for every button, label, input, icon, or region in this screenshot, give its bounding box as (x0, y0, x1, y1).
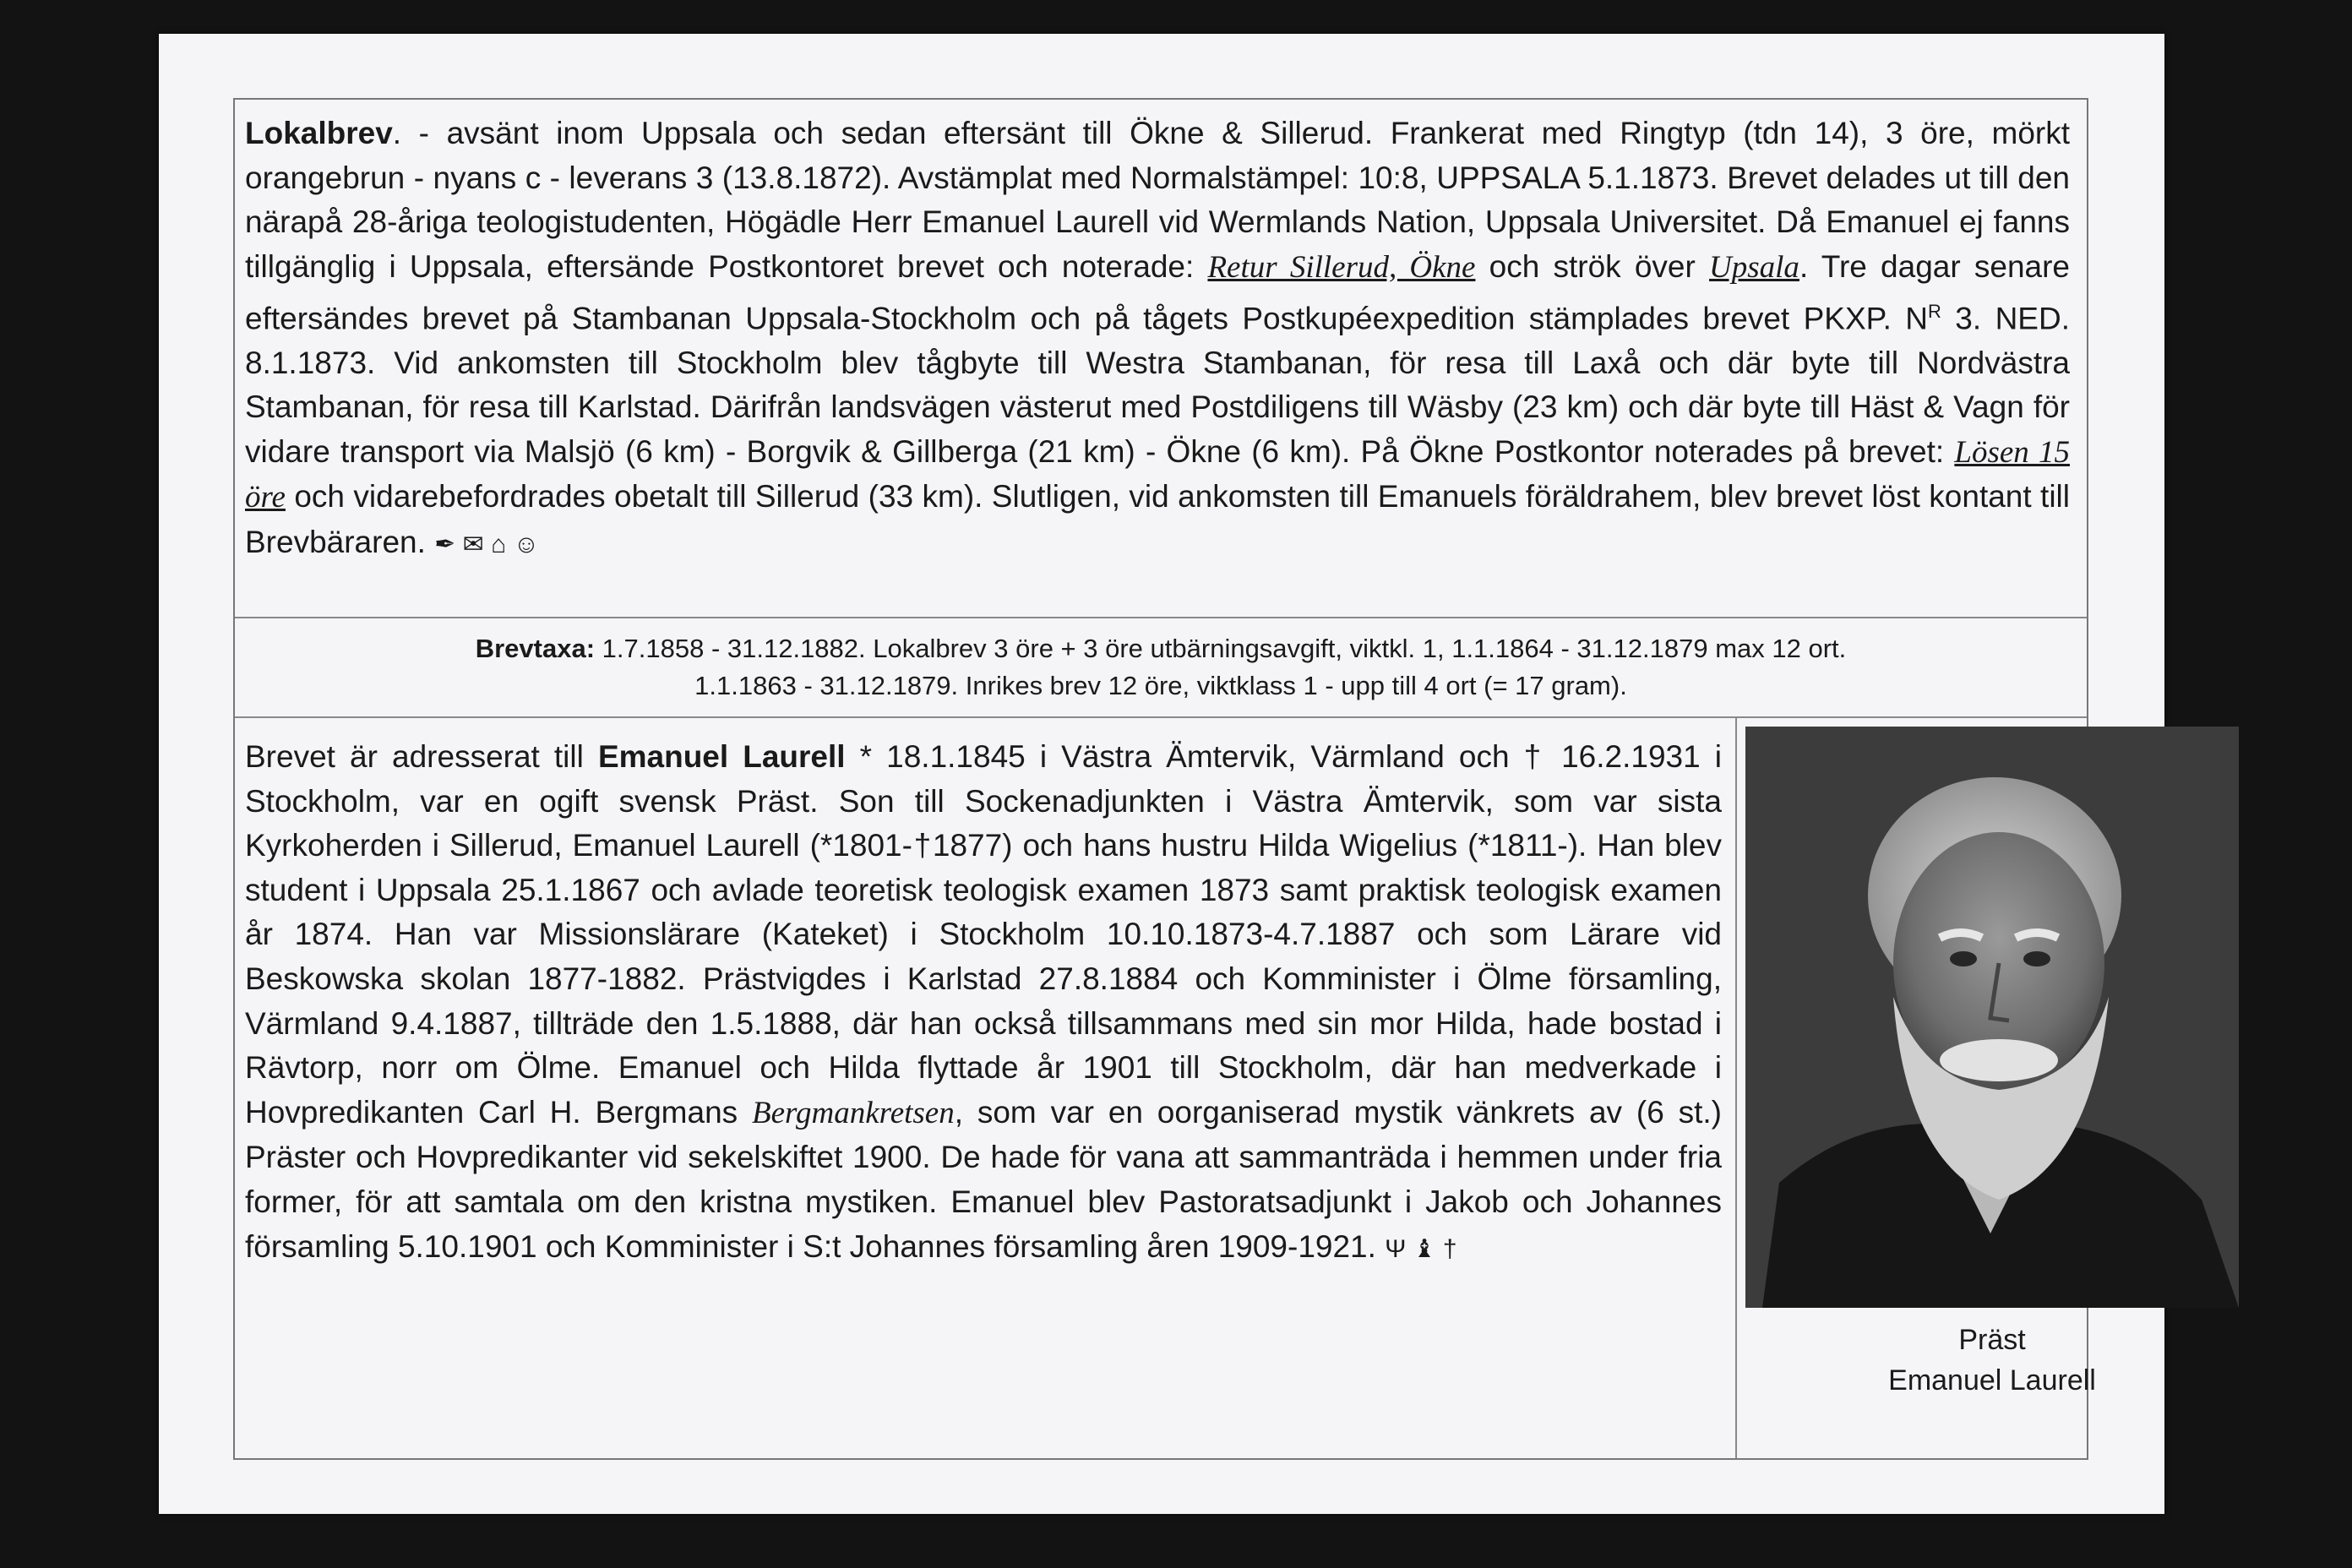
postal-note-upsala: Upsala (1709, 249, 1799, 285)
rate-line-1 (235, 630, 2087, 667)
biography-text (235, 718, 1737, 1458)
portrait-caption (1745, 1320, 2239, 1401)
caption-name: Emanuel Laurell (1888, 1364, 2096, 1396)
bio-text: Brevet är adresserat till (245, 739, 598, 774)
description-text: 3. NED. 8.1.1873. Vid ankomsten till Stockholm blev tågbyte till Westra Stambanan, för resa till Laxå och där byte till Nordvästra Stambanan, för resa till Karlstad. Därifrån landsvägen västerut med Postdiligens till Wäsby (23 km) och där byte till Häst & Vagn för vidare transport via Malsjö (6 km) - Borgvik & Gillberga (21 km) - Ökne (6 km). På Ökne Postkontor noterades på brevet: (245, 301, 2070, 469)
circle-name: Bergmankretsen (751, 1095, 955, 1130)
info-card (159, 34, 2164, 1514)
clergy-symbols: Ψ ♝ † (1385, 1234, 1457, 1263)
rate-label: Brevtaxa: (475, 634, 596, 663)
description-text: . - avsänt inom Uppsala och sedan eftersänt till Ökne & Sillerud. Frankerat med Ringtyp (tdn 14), 3 öre, mörkt orangebrun - nyans c - leverans 3 (13.8.1872). Avstämplat med Normalstämpel: 10:8, UPPSALA 5.1.1873. Brevet delades ut till den närapå 28-åriga teologistudenten, Högädle Herr Emanuel Laurell vid Wermlands Nation, Uppsala Universitet. Då Emanuel ej fanns tillgänglig i Uppsala, eftersände Postkontoret brevet och noterade: (245, 116, 2070, 284)
description-text: och vidarebefordrades obetalt till Sillerud (33 km). Slutligen, vid ankomsten till Emanuels föräldrahem, blev brevet löst kontant till Brevbäraren. (245, 479, 2070, 559)
description-text: . Tre dagar senare eftersändes brevet på Stambanan Uppsala-Stockholm och på tågets Postkupéexpedition stämplades brevet PKXP. N (245, 248, 2071, 336)
portrait-photo (1745, 727, 2239, 1308)
bio-text: * 18.1.1845 i Västra Ämtervik, Värmland och † 16.2.1931 i Stockholm, var en ogift svensk Präst. Son till Sockenadjunkten i Västra Ämtervik, som var sista Kyrkoherden i Sillerud, Emanuel Laurell (*1801-†1877) och hans hustru Hilda Wigelius (*1811-). Han blev student i Uppsala 25.1.1867 och avlade teoretisk teologisk examen 1873 samt praktisk teologisk examen år 1874. Han var Missionslärare (Kateket) i Stockholm 10.10.1873-4.7.1887 och som Lärare vid Beskowska skolan 1877-1882. Prästvigdes i Karlstad 27.8.1884 och Komminister i Ölme församling, Värmland 9.4.1887, tillträde den 1.5.1888, där han också tillsammans med sin mor Hilda, hade bostad i Rävtorp, norr om Ölme. Emanuel och Hilda flyttade år 1901 till Stockholm, där han medverkade i Hovpredikanten Carl H. Bergmans (245, 739, 1722, 1130)
rate-text-1: 1.7.1858 - 31.12.1882. Lokalbrev 3 öre + 3 öre utbärningsavgift, viktkl. 1, 1.1.1864 - 31.12.1879 max 12 ort. (595, 634, 1847, 663)
letter-description (235, 100, 2087, 618)
bio-text: , som var en oorganiserad mystik vänkrets av (6 st.) Präster och Hovpredikanter vid sekelskiftet 1900. De hade för vana att sammanträda i hemmen under fria former, för att samtala om den kristna mystiken. Emanuel blev Pastoratsadjunkt i Jakob och Johannes församling 5.10.1901 och Komminister i S:t Johannes församling åren 1909-1921. (245, 1094, 1722, 1264)
postal-note-losen: Lösen 15 öre (245, 434, 2070, 515)
lead-term: Lokalbrev (245, 116, 393, 150)
description-text: och strök över (1475, 248, 1710, 284)
biography-section (235, 718, 2096, 1458)
person-name: Emanuel Laurell (597, 739, 846, 774)
portrait-illustration (1745, 727, 2239, 1308)
delivery-symbols: ✒ ✉ ⌂ ☺ (434, 530, 540, 558)
postage-rate (235, 618, 2087, 718)
card-frame (233, 98, 2096, 1460)
postal-note-retur: Retur Sillerud, Ökne (1207, 249, 1476, 285)
caption-title: Präst (1958, 1324, 2026, 1356)
rate-line-2: 1.1.1863 - 31.12.1879. Inrikes brev 12 öre, viktklass 1 - upp till 4 ort (= 17 gram). (694, 671, 1627, 700)
superscript-r: R (1928, 301, 1941, 322)
